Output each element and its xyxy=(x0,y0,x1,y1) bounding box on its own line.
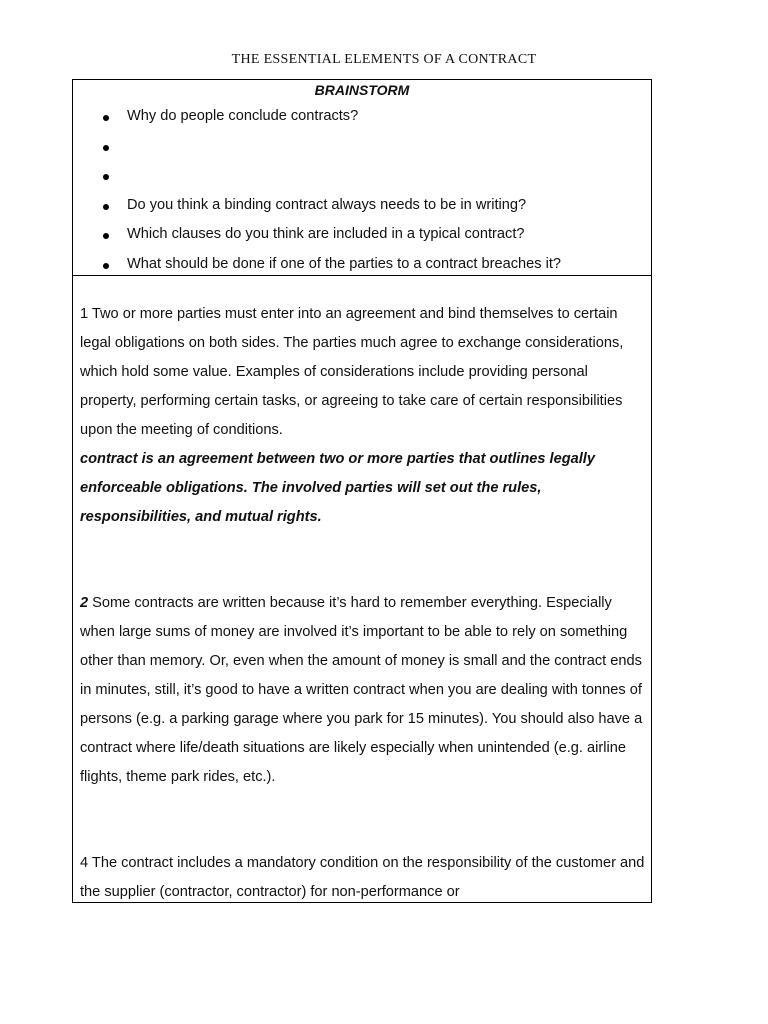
question-text: What should be done if one of the parties to a contract breaches it? xyxy=(127,255,562,272)
document-title: THE ESSENTIAL ELEMENTS OF A CONTRACT xyxy=(231,52,537,67)
bullet-icon xyxy=(103,204,109,210)
bullet-icon xyxy=(103,115,109,121)
bullet-icon xyxy=(103,263,109,269)
brainstorm-box xyxy=(72,79,652,276)
question-text: Why do people conclude contracts? xyxy=(127,108,359,124)
answer-4-text: 4 The contract includes a mandatory condition on the responsibility of the customer and the supplier (contractor, contractor) for non-performance or xyxy=(80,855,645,900)
answer-2 xyxy=(80,589,648,792)
answer-1 xyxy=(80,300,648,532)
brainstorm-heading: BRAINSTORM xyxy=(314,82,410,98)
question-text: Which clauses do you think are included in a typical contract? xyxy=(127,226,525,243)
answer-2-number: 2 xyxy=(80,595,89,611)
question-text: Do you think a binding contract always needs to be in writing? xyxy=(127,196,527,213)
answers-box xyxy=(72,275,652,903)
answer-2-text: Some contracts are written because it’s hard to remember everything. Especially when large sums of money are involved it’s important to be able to rely on something other than memory. Or, even when the amount of money is small and the contract ends in minutes, still, it’s good to have a written contract when you are dealing with tonnes of persons (e.g. a parking garage where you park for 15 minutes). You should also have a contract where life/death situations are likely especially when unintended (e.g. airline flights, theme park rides, etc.). xyxy=(80,595,643,785)
bullet-icon xyxy=(103,174,109,180)
answer-4 xyxy=(80,849,648,907)
bullet-icon xyxy=(103,233,109,239)
answer-1-text: 1 Two or more parties must enter into an agreement and bind themselves to certain legal obligations on both sides. The parties much agree to exchange considerations, which hold some value. Examples of considerations include providing personal property, performing certain tasks, or agreeing to take care of certain responsibilities upon the meeting of conditions. xyxy=(80,306,624,438)
answer-1-definition: contract is an agreement between two or more parties that outlines legally enforceable obligations. The involved parties will set out the rules, responsibilities, and mutual rights. xyxy=(80,451,595,525)
bullet-icon xyxy=(103,145,109,151)
